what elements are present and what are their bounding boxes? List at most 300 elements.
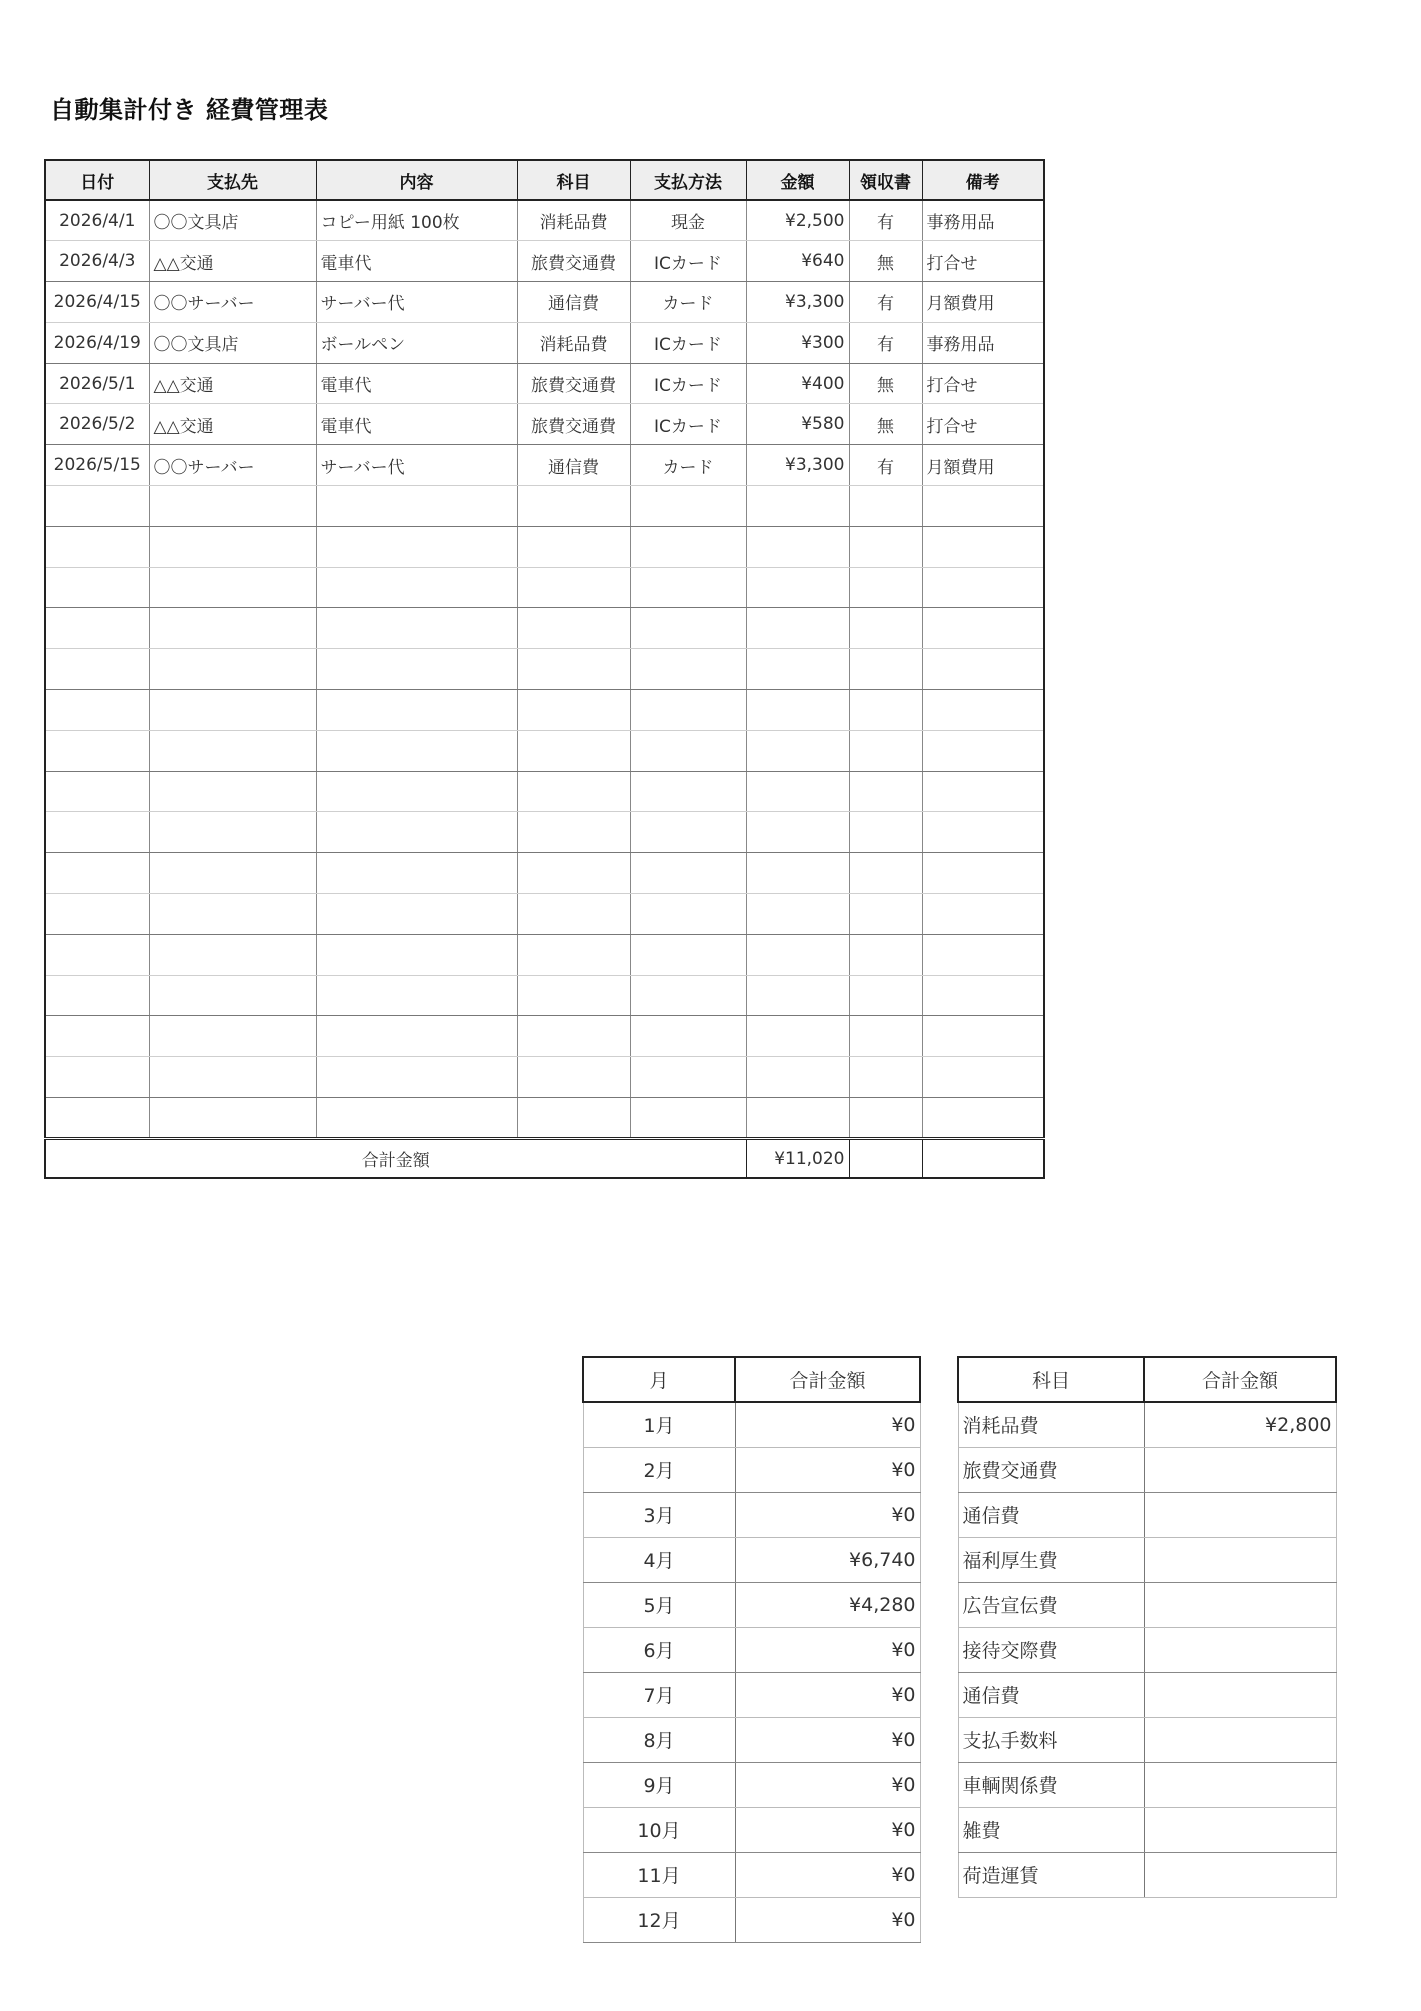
- note-cell[interactable]: [922, 1098, 1044, 1139]
- receipt-cell[interactable]: [849, 649, 922, 690]
- receipt-cell[interactable]: 有: [849, 200, 922, 241]
- date-cell[interactable]: [45, 1057, 149, 1098]
- payee-cell[interactable]: [149, 608, 316, 649]
- content-cell[interactable]: [316, 975, 517, 1016]
- amount-cell[interactable]: ¥640: [746, 241, 849, 282]
- note-cell[interactable]: [922, 1057, 1044, 1098]
- method-cell[interactable]: [630, 771, 746, 812]
- date-cell[interactable]: [45, 649, 149, 690]
- header-month[interactable]: 月: [583, 1357, 735, 1402]
- content-cell[interactable]: [316, 567, 517, 608]
- note-cell[interactable]: [922, 771, 1044, 812]
- ledger-row: [45, 690, 1044, 731]
- date-cell[interactable]: [45, 608, 149, 649]
- date-cell[interactable]: 2026/4/3: [45, 241, 149, 282]
- note-cell[interactable]: [922, 894, 1044, 935]
- method-cell[interactable]: ICカード: [630, 363, 746, 404]
- amount-cell[interactable]: [746, 1057, 849, 1098]
- receipt-cell[interactable]: [849, 853, 922, 894]
- content-cell[interactable]: [316, 690, 517, 731]
- receipt-cell[interactable]: [849, 526, 922, 567]
- month-cell[interactable]: 1月: [583, 1402, 735, 1447]
- ledger-total-row: [45, 1138, 1044, 1178]
- amount-cell[interactable]: [746, 486, 849, 527]
- category-cell[interactable]: [517, 649, 630, 690]
- payee-cell[interactable]: [149, 934, 316, 975]
- date-cell[interactable]: 2026/5/1: [45, 363, 149, 404]
- total-cell[interactable]: [1144, 1762, 1336, 1807]
- note-cell[interactable]: 事務用品: [922, 200, 1044, 241]
- payee-cell[interactable]: 〇〇サーバー: [149, 445, 316, 486]
- category-cell[interactable]: 通信費: [958, 1672, 1144, 1717]
- date-cell[interactable]: 2026/4/19: [45, 322, 149, 363]
- note-cell[interactable]: [922, 486, 1044, 527]
- method-cell[interactable]: [630, 526, 746, 567]
- content-cell[interactable]: サーバー代: [316, 445, 517, 486]
- content-cell[interactable]: ボールペン: [316, 322, 517, 363]
- category-cell[interactable]: 旅費交通費: [958, 1447, 1144, 1492]
- payee-cell[interactable]: [149, 853, 316, 894]
- total-cell[interactable]: [1144, 1582, 1336, 1627]
- payee-cell[interactable]: △△交通: [149, 363, 316, 404]
- payee-cell[interactable]: [149, 690, 316, 731]
- receipt-cell[interactable]: 無: [849, 404, 922, 445]
- amount-cell[interactable]: [746, 812, 849, 853]
- date-cell[interactable]: [45, 853, 149, 894]
- amount-cell[interactable]: [746, 730, 849, 771]
- category-cell[interactable]: 旅費交通費: [517, 363, 630, 404]
- receipt-cell[interactable]: [849, 975, 922, 1016]
- header-date[interactable]: 日付: [45, 160, 149, 200]
- method-cell[interactable]: [630, 1057, 746, 1098]
- monthly-row: [583, 1402, 920, 1447]
- method-cell[interactable]: [630, 975, 746, 1016]
- month-cell[interactable]: 8月: [583, 1717, 735, 1762]
- total-note-cell[interactable]: [922, 1138, 1044, 1178]
- method-cell[interactable]: [630, 486, 746, 527]
- total-cell[interactable]: [1144, 1447, 1336, 1492]
- total-cell[interactable]: ¥0: [735, 1717, 920, 1762]
- total-cell[interactable]: [1144, 1852, 1336, 1897]
- method-cell[interactable]: [630, 894, 746, 935]
- payee-cell[interactable]: 〇〇文具店: [149, 322, 316, 363]
- date-cell[interactable]: [45, 526, 149, 567]
- ledger-row: [45, 1016, 1044, 1057]
- ledger-row: [45, 649, 1044, 690]
- total-cell[interactable]: ¥0: [735, 1627, 920, 1672]
- amount-cell[interactable]: [746, 1098, 849, 1139]
- note-cell[interactable]: [922, 526, 1044, 567]
- method-cell[interactable]: [630, 853, 746, 894]
- content-cell[interactable]: [316, 649, 517, 690]
- category-cell[interactable]: 接待交際費: [958, 1627, 1144, 1672]
- payee-cell[interactable]: [149, 1098, 316, 1139]
- payee-cell[interactable]: [149, 526, 316, 567]
- payee-cell[interactable]: 〇〇文具店: [149, 200, 316, 241]
- amount-cell[interactable]: [746, 934, 849, 975]
- category-cell[interactable]: [517, 1016, 630, 1057]
- ledger-row: [45, 322, 1044, 363]
- category-row: [958, 1672, 1336, 1717]
- amount-cell[interactable]: ¥2,500: [746, 200, 849, 241]
- category-cell[interactable]: [517, 690, 630, 731]
- header-monthly-total[interactable]: 合計金額: [735, 1357, 920, 1402]
- monthly-row: [583, 1897, 920, 1942]
- receipt-cell[interactable]: [849, 486, 922, 527]
- total-cell[interactable]: ¥6,740: [735, 1537, 920, 1582]
- amount-cell[interactable]: [746, 771, 849, 812]
- content-cell[interactable]: [316, 486, 517, 527]
- amount-cell[interactable]: [746, 608, 849, 649]
- content-cell[interactable]: [316, 526, 517, 567]
- category-cell[interactable]: 雑費: [958, 1807, 1144, 1852]
- total-amount[interactable]: ¥11,020: [746, 1138, 849, 1178]
- date-cell[interactable]: [45, 975, 149, 1016]
- ledger-row: [45, 404, 1044, 445]
- monthly-row: [583, 1807, 920, 1852]
- total-cell[interactable]: ¥0: [735, 1852, 920, 1897]
- category-cell[interactable]: [517, 894, 630, 935]
- method-cell[interactable]: [630, 730, 746, 771]
- ledger-row: [45, 567, 1044, 608]
- month-cell[interactable]: 10月: [583, 1807, 735, 1852]
- date-cell[interactable]: 2026/5/15: [45, 445, 149, 486]
- monthly-row: [583, 1852, 920, 1897]
- total-cell[interactable]: ¥0: [735, 1672, 920, 1717]
- note-cell[interactable]: [922, 812, 1044, 853]
- date-cell[interactable]: 2026/4/15: [45, 282, 149, 323]
- date-cell[interactable]: 2026/5/2: [45, 404, 149, 445]
- category-row: [958, 1762, 1336, 1807]
- content-cell[interactable]: [316, 1016, 517, 1057]
- receipt-cell[interactable]: 有: [849, 322, 922, 363]
- receipt-cell[interactable]: [849, 1098, 922, 1139]
- receipt-cell[interactable]: [849, 608, 922, 649]
- receipt-cell[interactable]: 無: [849, 241, 922, 282]
- ledger-row: [45, 241, 1044, 282]
- content-cell[interactable]: [316, 894, 517, 935]
- note-cell[interactable]: 事務用品: [922, 322, 1044, 363]
- category-row: [958, 1582, 1336, 1627]
- ledger-row: [45, 486, 1044, 527]
- ledger-row: [45, 1098, 1044, 1139]
- ledger-row: [45, 445, 1044, 486]
- header-amount[interactable]: 金額: [746, 160, 849, 200]
- category-cell[interactable]: 支払手数料: [958, 1717, 1144, 1762]
- date-cell[interactable]: [45, 690, 149, 731]
- category-cell[interactable]: 通信費: [517, 282, 630, 323]
- page-title: 自動集計付き 経費管理表: [50, 96, 329, 124]
- method-cell[interactable]: [630, 812, 746, 853]
- date-cell[interactable]: [45, 1098, 149, 1139]
- ledger-row: [45, 282, 1044, 323]
- total-cell[interactable]: ¥2,800: [1144, 1402, 1336, 1447]
- amount-cell[interactable]: [746, 526, 849, 567]
- total-cell[interactable]: ¥0: [735, 1897, 920, 1942]
- content-cell[interactable]: サーバー代: [316, 282, 517, 323]
- method-cell[interactable]: 現金: [630, 200, 746, 241]
- amount-cell[interactable]: [746, 690, 849, 731]
- header-category[interactable]: 科目: [517, 160, 630, 200]
- ledger-header-row: [45, 160, 1044, 200]
- content-cell[interactable]: [316, 608, 517, 649]
- receipt-cell[interactable]: [849, 812, 922, 853]
- amount-cell[interactable]: [746, 567, 849, 608]
- total-cell[interactable]: ¥4,280: [735, 1582, 920, 1627]
- category-row: [958, 1807, 1336, 1852]
- header-note[interactable]: 備考: [922, 160, 1044, 200]
- note-cell[interactable]: 月額費用: [922, 282, 1044, 323]
- payee-cell[interactable]: [149, 771, 316, 812]
- content-cell[interactable]: [316, 812, 517, 853]
- payee-cell[interactable]: [149, 567, 316, 608]
- date-cell[interactable]: [45, 486, 149, 527]
- amount-cell[interactable]: [746, 975, 849, 1016]
- category-row: [958, 1492, 1336, 1537]
- payee-cell[interactable]: [149, 975, 316, 1016]
- monthly-summary-table: [582, 1356, 921, 1943]
- method-cell[interactable]: ICカード: [630, 404, 746, 445]
- note-cell[interactable]: 打合せ: [922, 404, 1044, 445]
- total-cell[interactable]: ¥0: [735, 1492, 920, 1537]
- month-cell[interactable]: 7月: [583, 1672, 735, 1717]
- monthly-row: [583, 1762, 920, 1807]
- category-cell[interactable]: [517, 526, 630, 567]
- total-cell[interactable]: [1144, 1627, 1336, 1672]
- category-row: [958, 1447, 1336, 1492]
- payee-cell[interactable]: [149, 1016, 316, 1057]
- category-cell[interactable]: 福利厚生費: [958, 1537, 1144, 1582]
- method-cell[interactable]: ICカード: [630, 322, 746, 363]
- method-cell[interactable]: ICカード: [630, 241, 746, 282]
- total-cell[interactable]: ¥0: [735, 1762, 920, 1807]
- payee-cell[interactable]: [149, 486, 316, 527]
- ledger-row: [45, 771, 1044, 812]
- receipt-cell[interactable]: 無: [849, 363, 922, 404]
- header-content[interactable]: 内容: [316, 160, 517, 200]
- method-cell[interactable]: [630, 608, 746, 649]
- ledger-row: [45, 730, 1044, 771]
- content-cell[interactable]: [316, 1098, 517, 1139]
- method-cell[interactable]: [630, 1098, 746, 1139]
- note-cell[interactable]: 打合せ: [922, 241, 1044, 282]
- amount-cell[interactable]: [746, 649, 849, 690]
- receipt-cell[interactable]: [849, 771, 922, 812]
- receipt-cell[interactable]: 有: [849, 445, 922, 486]
- amount-cell[interactable]: [746, 894, 849, 935]
- category-cell[interactable]: [517, 1057, 630, 1098]
- category-row: [958, 1627, 1336, 1672]
- monthly-header-row: [583, 1357, 920, 1402]
- date-cell[interactable]: 2026/4/1: [45, 200, 149, 241]
- total-cell[interactable]: [1144, 1672, 1336, 1717]
- header-payee[interactable]: 支払先: [149, 160, 316, 200]
- ledger-row: [45, 812, 1044, 853]
- receipt-cell[interactable]: [849, 730, 922, 771]
- category-cell[interactable]: [517, 853, 630, 894]
- amount-cell[interactable]: [746, 853, 849, 894]
- content-cell[interactable]: [316, 730, 517, 771]
- header-payment-method[interactable]: 支払方法: [630, 160, 746, 200]
- category-cell[interactable]: 通信費: [958, 1492, 1144, 1537]
- monthly-row: [583, 1492, 920, 1537]
- content-cell[interactable]: [316, 1057, 517, 1098]
- ledger-row: [45, 934, 1044, 975]
- receipt-cell[interactable]: [849, 894, 922, 935]
- note-cell[interactable]: [922, 1016, 1044, 1057]
- ledger-row: [45, 200, 1044, 241]
- ledger-row: [45, 1057, 1044, 1098]
- payee-cell[interactable]: [149, 1057, 316, 1098]
- amount-cell[interactable]: ¥3,300: [746, 282, 849, 323]
- category-cell[interactable]: [517, 975, 630, 1016]
- category-row: [958, 1537, 1336, 1582]
- method-cell[interactable]: カード: [630, 445, 746, 486]
- note-cell[interactable]: 月額費用: [922, 445, 1044, 486]
- total-receipt-cell[interactable]: [849, 1138, 922, 1178]
- amount-cell[interactable]: [746, 1016, 849, 1057]
- note-cell[interactable]: [922, 567, 1044, 608]
- note-cell[interactable]: [922, 608, 1044, 649]
- category-row: [958, 1402, 1336, 1447]
- payee-cell[interactable]: 〇〇サーバー: [149, 282, 316, 323]
- method-cell[interactable]: カード: [630, 282, 746, 323]
- monthly-row: [583, 1582, 920, 1627]
- expense-ledger-table: [44, 159, 1045, 1179]
- month-cell[interactable]: 2月: [583, 1447, 735, 1492]
- category-cell[interactable]: 消耗品費: [517, 200, 630, 241]
- content-cell[interactable]: [316, 853, 517, 894]
- header-receipt[interactable]: 領収書: [849, 160, 922, 200]
- receipt-cell[interactable]: [849, 1057, 922, 1098]
- method-cell[interactable]: [630, 567, 746, 608]
- ledger-row: [45, 608, 1044, 649]
- ledger-row: [45, 363, 1044, 404]
- date-cell[interactable]: [45, 894, 149, 935]
- content-cell[interactable]: 電車代: [316, 363, 517, 404]
- total-label[interactable]: 合計金額: [45, 1138, 746, 1178]
- category-cell[interactable]: 荷造運賃: [958, 1852, 1144, 1897]
- category-summary-table: [957, 1356, 1337, 1898]
- category-cell[interactable]: 消耗品費: [958, 1402, 1144, 1447]
- month-cell[interactable]: 3月: [583, 1492, 735, 1537]
- monthly-row: [583, 1537, 920, 1582]
- method-cell[interactable]: [630, 690, 746, 731]
- category-cell[interactable]: 旅費交通費: [517, 241, 630, 282]
- amount-cell[interactable]: ¥3,300: [746, 445, 849, 486]
- note-cell[interactable]: [922, 690, 1044, 731]
- ledger-row: [45, 853, 1044, 894]
- method-cell[interactable]: [630, 934, 746, 975]
- note-cell[interactable]: [922, 730, 1044, 771]
- monthly-row: [583, 1627, 920, 1672]
- category-cell[interactable]: [517, 812, 630, 853]
- date-cell[interactable]: [45, 730, 149, 771]
- receipt-cell[interactable]: 有: [849, 282, 922, 323]
- receipt-cell[interactable]: [849, 567, 922, 608]
- category-cell[interactable]: [517, 567, 630, 608]
- category-cell[interactable]: 消耗品費: [517, 322, 630, 363]
- month-cell[interactable]: 11月: [583, 1852, 735, 1897]
- category-row: [958, 1717, 1336, 1762]
- monthly-row: [583, 1447, 920, 1492]
- month-cell[interactable]: 4月: [583, 1537, 735, 1582]
- category-cell[interactable]: [517, 934, 630, 975]
- date-cell[interactable]: [45, 771, 149, 812]
- category-row: [958, 1852, 1336, 1897]
- note-cell[interactable]: 打合せ: [922, 363, 1044, 404]
- amount-cell[interactable]: ¥400: [746, 363, 849, 404]
- note-cell[interactable]: [922, 853, 1044, 894]
- category-cell[interactable]: [517, 1098, 630, 1139]
- receipt-cell[interactable]: [849, 690, 922, 731]
- month-cell[interactable]: 5月: [583, 1582, 735, 1627]
- receipt-cell[interactable]: [849, 934, 922, 975]
- ledger-row: [45, 526, 1044, 567]
- category-header-row: [958, 1357, 1336, 1402]
- monthly-row: [583, 1717, 920, 1762]
- note-cell[interactable]: [922, 649, 1044, 690]
- payee-cell[interactable]: [149, 649, 316, 690]
- category-cell[interactable]: [517, 608, 630, 649]
- category-cell[interactable]: [517, 771, 630, 812]
- receipt-cell[interactable]: [849, 1016, 922, 1057]
- total-cell[interactable]: [1144, 1492, 1336, 1537]
- total-cell[interactable]: ¥0: [735, 1807, 920, 1852]
- month-cell[interactable]: 9月: [583, 1762, 735, 1807]
- date-cell[interactable]: [45, 567, 149, 608]
- monthly-row: [583, 1672, 920, 1717]
- category-cell[interactable]: 通信費: [517, 445, 630, 486]
- total-cell[interactable]: ¥0: [735, 1402, 920, 1447]
- category-cell[interactable]: 広告宣伝費: [958, 1582, 1144, 1627]
- category-cell[interactable]: [517, 486, 630, 527]
- payee-cell[interactable]: [149, 812, 316, 853]
- header-category-name[interactable]: 科目: [958, 1357, 1144, 1402]
- note-cell[interactable]: [922, 975, 1044, 1016]
- note-cell[interactable]: [922, 934, 1044, 975]
- content-cell[interactable]: コピー用紙 100枚: [316, 200, 517, 241]
- category-cell[interactable]: 旅費交通費: [517, 404, 630, 445]
- header-category-total[interactable]: 合計金額: [1144, 1357, 1336, 1402]
- month-cell[interactable]: 6月: [583, 1627, 735, 1672]
- ledger-row: [45, 894, 1044, 935]
- total-cell[interactable]: ¥0: [735, 1447, 920, 1492]
- total-cell[interactable]: [1144, 1537, 1336, 1582]
- content-cell[interactable]: 電車代: [316, 404, 517, 445]
- method-cell[interactable]: [630, 1016, 746, 1057]
- content-cell[interactable]: [316, 934, 517, 975]
- category-cell[interactable]: 車輌関係費: [958, 1762, 1144, 1807]
- month-cell[interactable]: 12月: [583, 1897, 735, 1942]
- payee-cell[interactable]: [149, 730, 316, 771]
- ledger-row: [45, 975, 1044, 1016]
- payee-cell[interactable]: △△交通: [149, 241, 316, 282]
- payee-cell[interactable]: △△交通: [149, 404, 316, 445]
- amount-cell[interactable]: ¥580: [746, 404, 849, 445]
- content-cell[interactable]: 電車代: [316, 241, 517, 282]
- date-cell[interactable]: [45, 1016, 149, 1057]
- method-cell[interactable]: [630, 649, 746, 690]
- category-cell[interactable]: [517, 730, 630, 771]
- payee-cell[interactable]: [149, 894, 316, 935]
- content-cell[interactable]: [316, 771, 517, 812]
- total-cell[interactable]: [1144, 1717, 1336, 1762]
- date-cell[interactable]: [45, 934, 149, 975]
- date-cell[interactable]: [45, 812, 149, 853]
- total-cell[interactable]: [1144, 1807, 1336, 1852]
- amount-cell[interactable]: ¥300: [746, 322, 849, 363]
